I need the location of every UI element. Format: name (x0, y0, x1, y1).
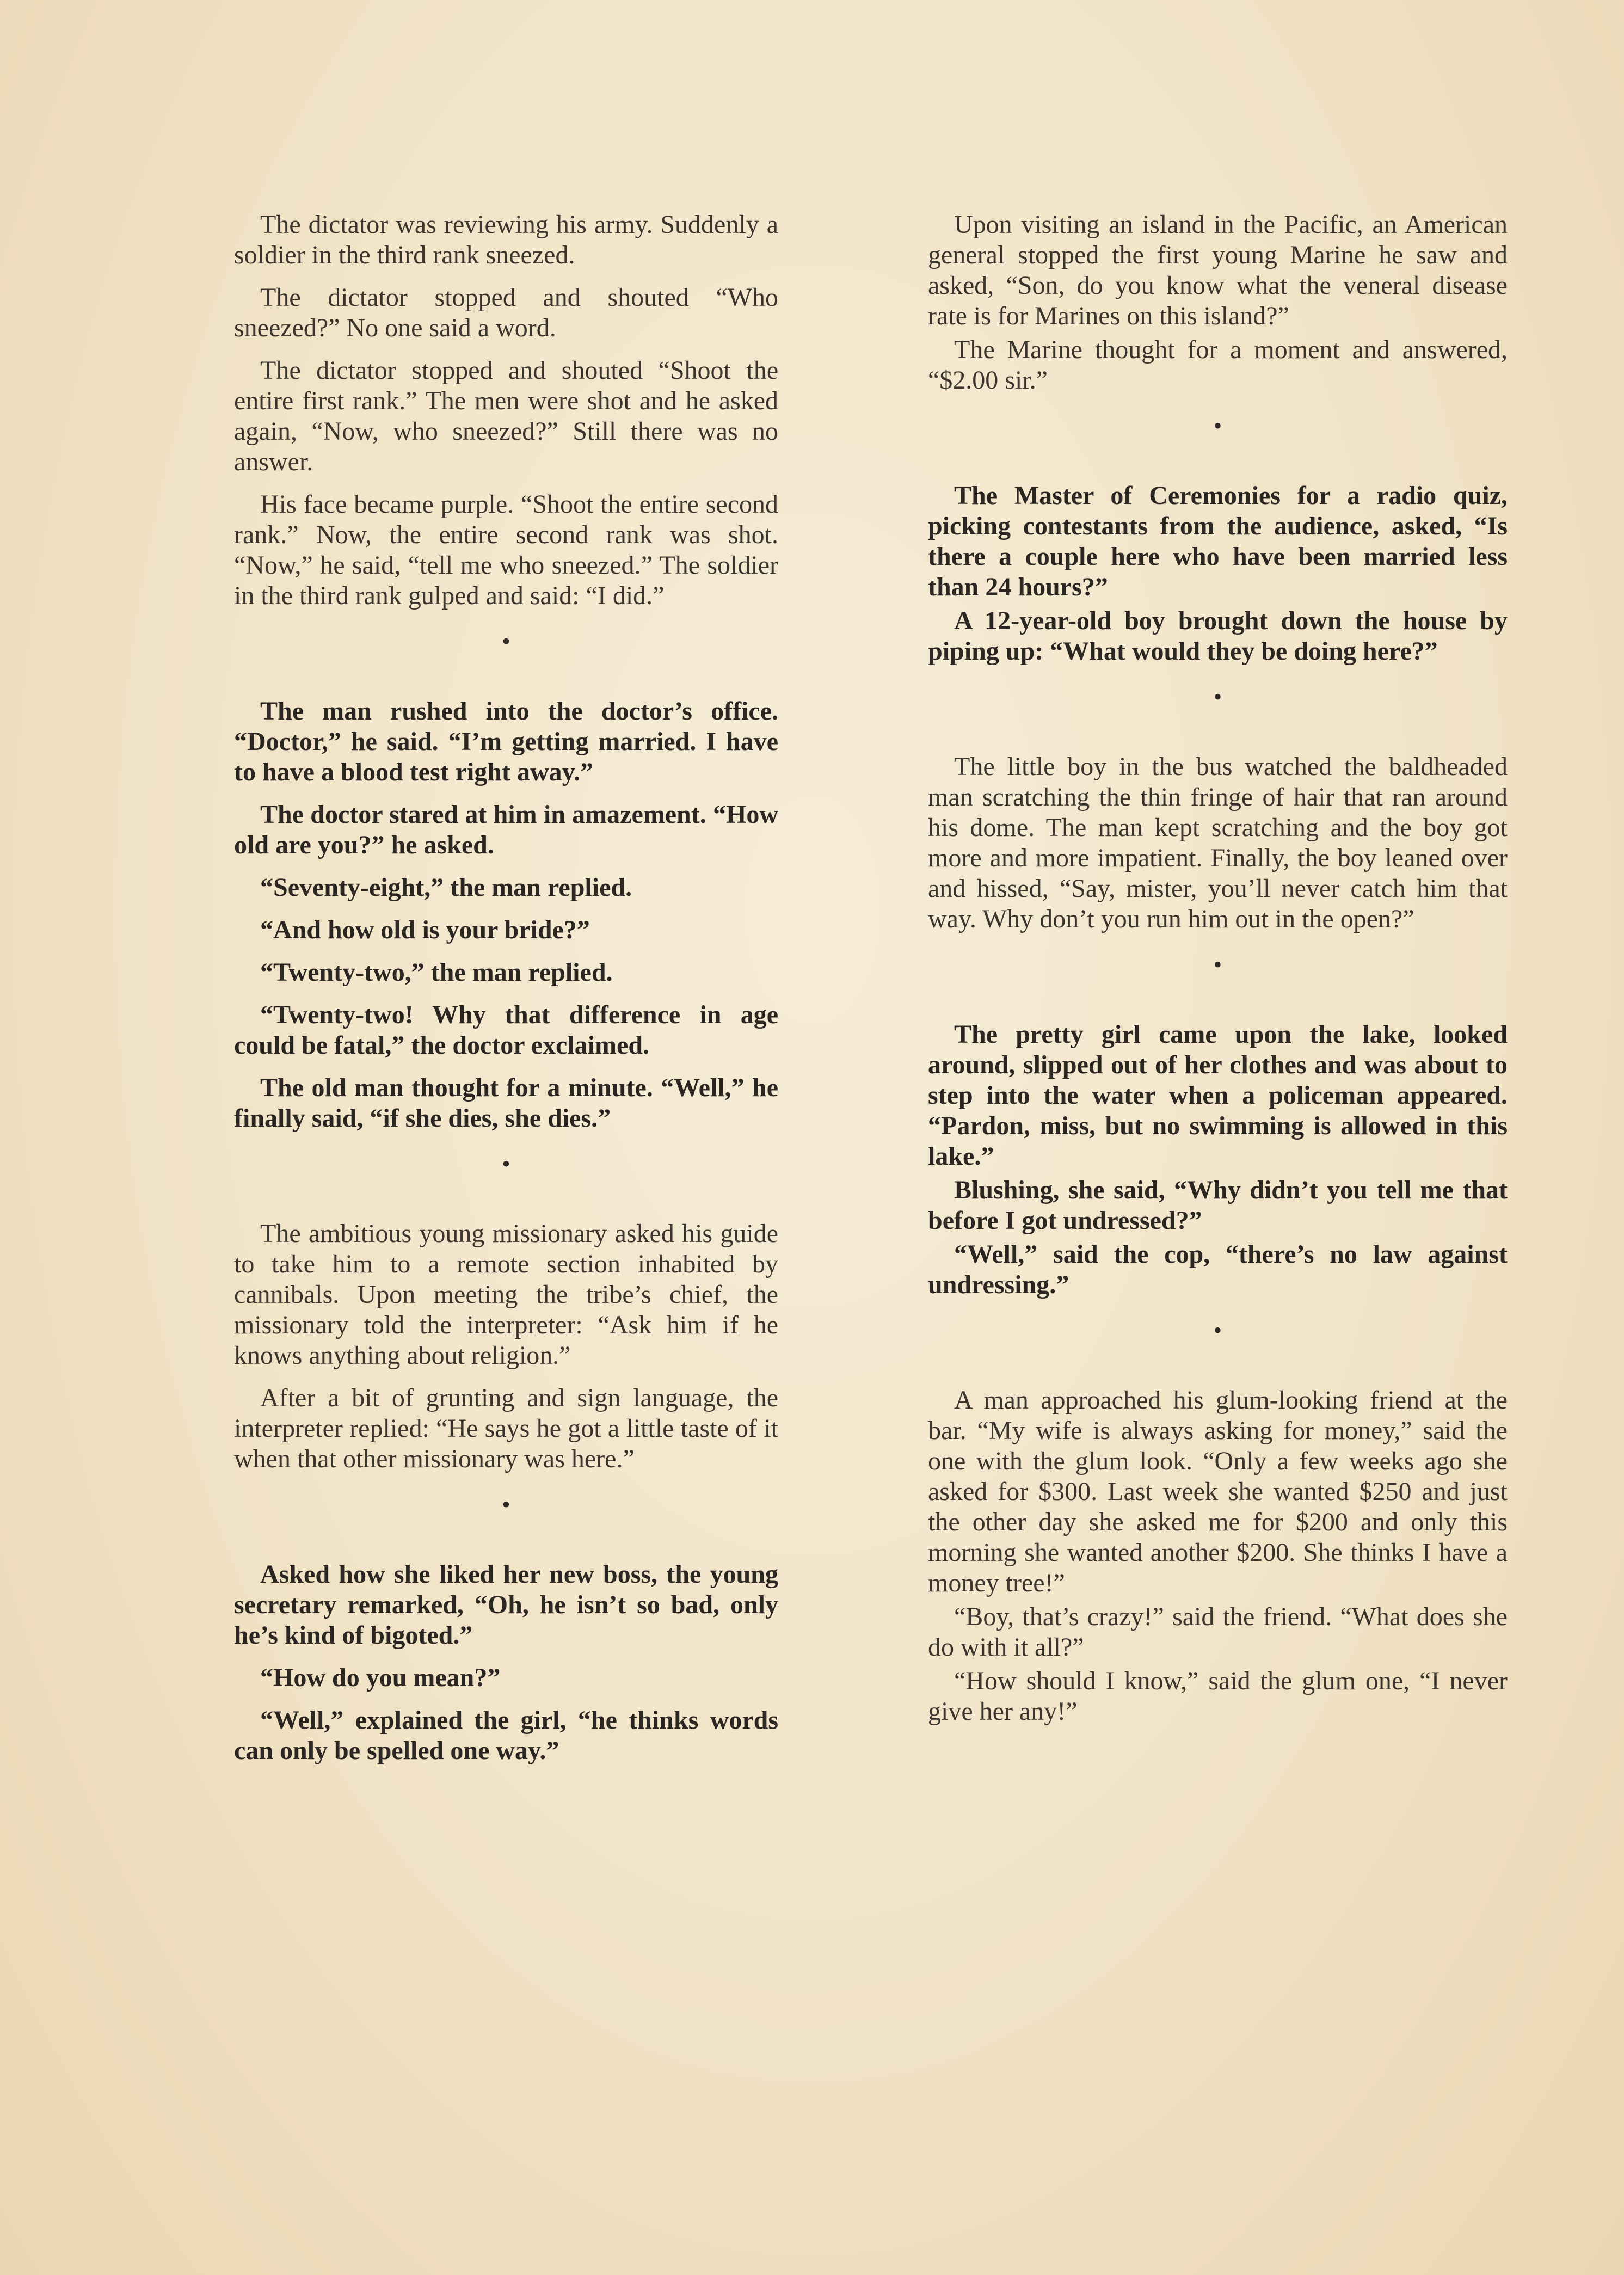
separator-dot: • (502, 1151, 510, 1177)
paragraph: “Well,” explained the girl, “he thinks words can only be spelled one way.” (234, 1706, 778, 1765)
paragraph: “Boy, that’s crazy!” said the friend. “What does she do with it all?” (928, 1602, 1508, 1662)
joke-missionary (234, 1219, 778, 1474)
paragraph: “Twenty-two! Why that difference in age could be fatal,” the doctor exclaimed. (234, 1000, 778, 1060)
paragraph: The doctor stared at him in amazement. “How old are you?” he asked. (234, 800, 778, 859)
paragraph: The old man thought for a minute. “Well,” he finally said, “if she dies, she dies.” (234, 1073, 778, 1133)
joke-secretary (234, 1559, 778, 1766)
joke-bald-man (928, 752, 1508, 934)
paragraph: The Master of Ceremonies for a radio quiz, picking contestants from the audience, asked, “Is there a couple here who have been married less than 24 hours?” (928, 481, 1508, 601)
paragraph: “Seventy-eight,” the man replied. (260, 873, 632, 902)
paragraph: The dictator stopped and shouted “Shoot the entire first rank.” The men were shot and he asked again, “Now, who sneezed?” Still there was no answer. (234, 356, 778, 476)
paragraph: The dictator stopped and shouted “Who sneezed?” No one said a word. (234, 283, 778, 342)
paragraph: The man rushed into the doctor’s office. “Doctor,” he said. “I’m getting married. I have to have a blood test right away.” (234, 697, 778, 786)
paragraph: Upon visiting an island in the Pacific, an American general stopped the first young Marine he saw and asked, “Son, do you know what the veneral disease rate is for Marines on this island?” (928, 210, 1508, 330)
paragraph: The pretty girl came upon the lake, looked around, slipped out of her clothes and was about to step into the water when a policeman appeared. “Pardon, miss, but no swimming is allowed in this lake.” (928, 1020, 1508, 1171)
separator-dot: • (1213, 951, 1222, 978)
joke-pretty-girl (928, 1019, 1508, 1300)
paragraph: “Well,” said the cop, “there’s no law against undressing.” (928, 1240, 1508, 1299)
paragraph: Blushing, she said, “Why didn’t you tell me that before I got undressed?” (928, 1176, 1508, 1235)
separator-dot: • (502, 628, 510, 655)
paragraph: His face became purple. “Shoot the entire second rank.” Now, the entire second rank was shot. “Now,” he said, “tell me who sneezed.” The soldier in the third rank gulped and said: “I did.” (234, 490, 778, 610)
paragraph: The ambitious young missionary asked his guide to take him to a remote section inhabited by cannibals. Upon meeting the tribe’s chief, the missionary told the interpreter: “Ask him if he knows anything about religion.” (234, 1219, 778, 1370)
joke-doctor (234, 696, 778, 1134)
paragraph: “Twenty-two,” the man replied. (260, 958, 613, 987)
paragraph: “And how old is your bride?” (260, 915, 590, 944)
paragraph: “How do you mean?” (260, 1663, 501, 1692)
joke-radio-quiz (928, 481, 1508, 667)
separator-dot: • (1213, 413, 1222, 439)
separator-dot: • (1213, 1317, 1222, 1344)
joke-dictator (234, 210, 778, 611)
left-column (234, 210, 778, 1778)
paragraph: A man approached his glum-looking friend at the bar. “My wife is always asking for money,” said the one with the glum look. “Only a few weeks ago she asked for $300. Last week she wanted $250 and just the other day she asked me for $200 and only this morning she wanted another $200. She thinks I have a money tree!” (928, 1386, 1508, 1597)
paragraph: “How should I know,” said the glum one, “I never give her any!” (928, 1667, 1508, 1726)
separator-dot: • (1213, 684, 1222, 710)
paragraph: After a bit of grunting and sign language, the interpreter replied: “He says he got a little taste of it when that other missionary was here.” (234, 1384, 778, 1473)
joke-money-tree (928, 1385, 1508, 1727)
separator-dot: • (502, 1491, 510, 1518)
right-column (928, 210, 1508, 1730)
paragraph: A 12-year-old boy brought down the house by piping up: “What would they be doing here?” (928, 606, 1508, 666)
paragraph: The little boy in the bus watched the baldheaded man scratching the thin fringe of hair that ran around his dome. The man kept scratching and the boy got more and more impatient. Finally, the boy leaned over and hissed, “Say, mister, you’ll never catch him that way. Why don’t you run him out in the open?” (928, 752, 1508, 933)
joke-marine (928, 210, 1508, 396)
paragraph: The dictator was reviewing his army. Suddenly a soldier in the third rank sneezed. (234, 210, 778, 269)
paragraph: Asked how she liked her new boss, the young secretary remarked, “Oh, he isn’t so bad, only he’s kind of bigoted.” (234, 1560, 778, 1650)
paragraph: The Marine thought for a moment and answered, “$2.00 sir.” (928, 335, 1508, 395)
